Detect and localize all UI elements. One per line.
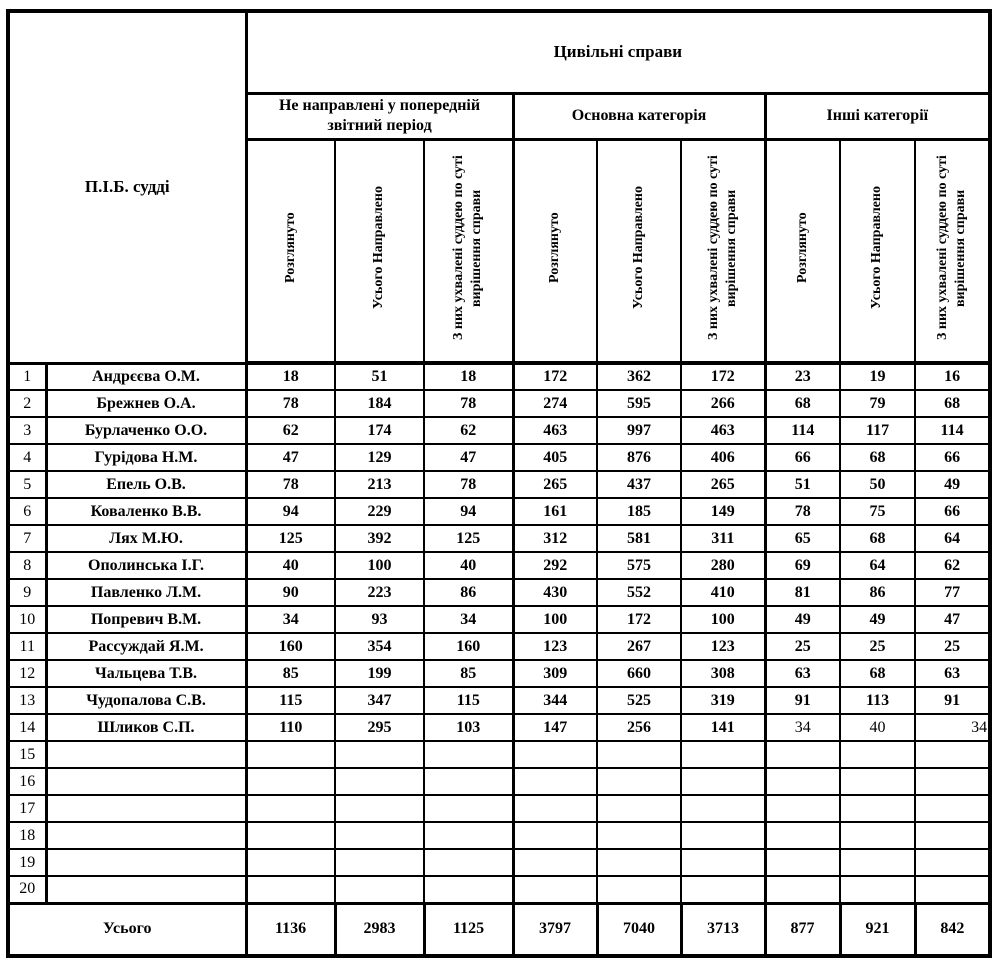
cell-decided-g1: 47 xyxy=(424,444,513,471)
table-row xyxy=(8,471,990,498)
cell-reviewed-g2: 430 xyxy=(513,579,597,606)
table-row xyxy=(8,525,990,552)
cell-decided-g2 xyxy=(681,795,765,822)
judge-name: Епель О.В. xyxy=(46,471,246,498)
row-number: 17 xyxy=(8,795,46,822)
cell-total-sent-g1 xyxy=(335,741,424,768)
cell-total-sent-g3: 49 xyxy=(840,606,915,633)
col-header-reviewed-g1-label: Розглянуто xyxy=(282,212,298,284)
judge-name xyxy=(46,849,246,876)
judge-name xyxy=(46,768,246,795)
table-row xyxy=(8,822,990,849)
col-header-total-sent-g1-label: Усього Направлено xyxy=(371,186,387,310)
group-header-main-category: Основна категорія xyxy=(513,93,765,139)
cell-total-sent-g1: 199 xyxy=(335,660,424,687)
cell-total-sent-g1: 223 xyxy=(335,579,424,606)
col-header-decided-on-merits-g1 xyxy=(424,139,513,363)
table-title-civil-cases: Цивільні справи xyxy=(246,11,990,93)
cell-reviewed-g1: 34 xyxy=(246,606,335,633)
cell-reviewed-g1: 62 xyxy=(246,417,335,444)
cell-decided-g1: 78 xyxy=(424,471,513,498)
cell-decided-g2: 311 xyxy=(681,525,765,552)
cell-decided-g3 xyxy=(915,741,990,768)
cell-reviewed-g3: 91 xyxy=(765,687,840,714)
cell-reviewed-g1: 85 xyxy=(246,660,335,687)
cell-decided-g1: 103 xyxy=(424,714,513,741)
cell-decided-g1: 94 xyxy=(424,498,513,525)
cell-reviewed-g2: 161 xyxy=(513,498,597,525)
cell-total-sent-g1 xyxy=(335,822,424,849)
cell-reviewed-g3 xyxy=(765,795,840,822)
table-row xyxy=(8,606,990,633)
table-row xyxy=(8,795,990,822)
cell-decided-g2 xyxy=(681,876,765,903)
cell-reviewed-g3: 68 xyxy=(765,390,840,417)
cell-reviewed-g1: 18 xyxy=(246,363,335,390)
cell-reviewed-g2 xyxy=(513,822,597,849)
cell-decided-g3: 64 xyxy=(915,525,990,552)
cell-decided-g3: 62 xyxy=(915,552,990,579)
judge-name: Рассуждай Я.М. xyxy=(46,633,246,660)
cell-reviewed-g3: 49 xyxy=(765,606,840,633)
cell-total-sent-g2 xyxy=(597,849,681,876)
judge-name xyxy=(46,741,246,768)
cell-decided-g2 xyxy=(681,768,765,795)
cell-reviewed-g2 xyxy=(513,876,597,903)
row-number: 18 xyxy=(8,822,46,849)
cell-decided-g3: 25 xyxy=(915,633,990,660)
cell-reviewed-g1: 125 xyxy=(246,525,335,552)
cell-reviewed-g1 xyxy=(246,822,335,849)
cell-decided-g1: 86 xyxy=(424,579,513,606)
judge-name xyxy=(46,822,246,849)
cell-reviewed-g1 xyxy=(246,876,335,903)
cell-reviewed-g3: 34 xyxy=(765,714,840,741)
cell-total-sent-g3: 25 xyxy=(840,633,915,660)
judge-name: Попревич В.М. xyxy=(46,606,246,633)
cell-total-sent-g1: 347 xyxy=(335,687,424,714)
cell-reviewed-g2 xyxy=(513,741,597,768)
total-reviewed-g2: 3797 xyxy=(513,903,597,956)
row-number: 8 xyxy=(8,552,46,579)
total-reviewed-g1: 1136 xyxy=(246,903,335,956)
cell-decided-g2 xyxy=(681,741,765,768)
total-sent-g1: 2983 xyxy=(335,903,424,956)
cell-total-sent-g1 xyxy=(335,876,424,903)
cell-total-sent-g3: 68 xyxy=(840,525,915,552)
judge-name: Андрєєва О.М. xyxy=(46,363,246,390)
cell-reviewed-g2: 147 xyxy=(513,714,597,741)
cell-reviewed-g3: 69 xyxy=(765,552,840,579)
judge-name xyxy=(46,795,246,822)
cell-reviewed-g3: 114 xyxy=(765,417,840,444)
cell-total-sent-g1: 213 xyxy=(335,471,424,498)
row-number: 12 xyxy=(8,660,46,687)
cell-decided-g1 xyxy=(424,876,513,903)
cell-reviewed-g1: 115 xyxy=(246,687,335,714)
cell-total-sent-g2 xyxy=(597,822,681,849)
col-header-decided-on-merits-g3 xyxy=(915,139,990,363)
cell-decided-g2: 463 xyxy=(681,417,765,444)
table-row xyxy=(8,849,990,876)
table-row xyxy=(8,363,990,390)
cell-decided-g1: 78 xyxy=(424,390,513,417)
group-header-other-categories: Інші категорії xyxy=(765,93,990,139)
judge-name: Брежнев О.А. xyxy=(46,390,246,417)
cell-total-sent-g3: 113 xyxy=(840,687,915,714)
cell-reviewed-g3 xyxy=(765,741,840,768)
cell-decided-g2 xyxy=(681,822,765,849)
cell-total-sent-g2: 660 xyxy=(597,660,681,687)
col-header-reviewed-g2 xyxy=(513,139,597,363)
cell-decided-g1: 62 xyxy=(424,417,513,444)
cell-reviewed-g2: 123 xyxy=(513,633,597,660)
col-header-reviewed-g2-label: Розглянуто xyxy=(547,212,563,284)
cell-total-sent-g2 xyxy=(597,768,681,795)
row-number: 4 xyxy=(8,444,46,471)
row-number: 6 xyxy=(8,498,46,525)
cell-decided-g2: 280 xyxy=(681,552,765,579)
cell-decided-g2: 410 xyxy=(681,579,765,606)
cell-total-sent-g3: 19 xyxy=(840,363,915,390)
cell-decided-g3: 49 xyxy=(915,471,990,498)
col-header-reviewed-g3-label: Розглянуто xyxy=(794,212,810,284)
row-number: 15 xyxy=(8,741,46,768)
judge-name: Чудопалова С.В. xyxy=(46,687,246,714)
row-number: 11 xyxy=(8,633,46,660)
cell-reviewed-g2: 309 xyxy=(513,660,597,687)
judge-name: Бурлаченко О.О. xyxy=(46,417,246,444)
col-header-total-sent-g1 xyxy=(335,139,424,363)
cell-decided-g3 xyxy=(915,876,990,903)
table-body xyxy=(8,363,990,903)
col-header-total-sent-g3 xyxy=(840,139,915,363)
cell-total-sent-g2 xyxy=(597,741,681,768)
cell-decided-g1 xyxy=(424,849,513,876)
cell-total-sent-g2: 876 xyxy=(597,444,681,471)
total-decided-g3: 842 xyxy=(915,903,990,956)
cell-reviewed-g3 xyxy=(765,768,840,795)
cell-total-sent-g1: 51 xyxy=(335,363,424,390)
total-sent-g2: 7040 xyxy=(597,903,681,956)
cell-reviewed-g2: 405 xyxy=(513,444,597,471)
cell-reviewed-g1: 78 xyxy=(246,471,335,498)
cell-total-sent-g3 xyxy=(840,849,915,876)
cell-total-sent-g3: 50 xyxy=(840,471,915,498)
cell-total-sent-g2: 581 xyxy=(597,525,681,552)
totals-row xyxy=(8,903,990,956)
table-row xyxy=(8,660,990,687)
judge-name xyxy=(46,876,246,903)
cell-total-sent-g2: 997 xyxy=(597,417,681,444)
cell-reviewed-g2 xyxy=(513,849,597,876)
cell-decided-g3: 91 xyxy=(915,687,990,714)
cell-total-sent-g2 xyxy=(597,876,681,903)
cell-decided-g3: 114 xyxy=(915,417,990,444)
cell-decided-g3 xyxy=(915,795,990,822)
cell-decided-g2 xyxy=(681,849,765,876)
corner-header-judge-name: П.І.Б. судді xyxy=(8,11,246,363)
cell-total-sent-g1: 295 xyxy=(335,714,424,741)
cell-decided-g1: 85 xyxy=(424,660,513,687)
cell-decided-g3: 63 xyxy=(915,660,990,687)
cell-reviewed-g3 xyxy=(765,822,840,849)
col-header-total-sent-g2 xyxy=(597,139,681,363)
cell-reviewed-g3: 63 xyxy=(765,660,840,687)
cell-reviewed-g2 xyxy=(513,795,597,822)
row-number: 2 xyxy=(8,390,46,417)
cell-total-sent-g1 xyxy=(335,768,424,795)
cell-reviewed-g1: 94 xyxy=(246,498,335,525)
col-header-decided-on-merits-g2-label: З них ухвалені суддею по суті вирішення справи xyxy=(705,155,739,341)
cell-total-sent-g2: 362 xyxy=(597,363,681,390)
cell-reviewed-g1 xyxy=(246,768,335,795)
cell-reviewed-g3: 81 xyxy=(765,579,840,606)
cell-total-sent-g3: 86 xyxy=(840,579,915,606)
cell-total-sent-g1 xyxy=(335,849,424,876)
table-header xyxy=(8,11,990,363)
table-row xyxy=(8,579,990,606)
cell-total-sent-g1: 174 xyxy=(335,417,424,444)
total-sent-g3: 921 xyxy=(840,903,915,956)
cell-decided-g2: 266 xyxy=(681,390,765,417)
table-row xyxy=(8,687,990,714)
cell-total-sent-g2: 552 xyxy=(597,579,681,606)
cell-total-sent-g2: 172 xyxy=(597,606,681,633)
cell-decided-g2: 100 xyxy=(681,606,765,633)
cell-total-sent-g2: 256 xyxy=(597,714,681,741)
table-row xyxy=(8,552,990,579)
cell-reviewed-g1: 47 xyxy=(246,444,335,471)
cell-total-sent-g3: 64 xyxy=(840,552,915,579)
cell-decided-g3 xyxy=(915,822,990,849)
cell-reviewed-g2: 100 xyxy=(513,606,597,633)
cell-total-sent-g3: 79 xyxy=(840,390,915,417)
cell-total-sent-g3: 68 xyxy=(840,660,915,687)
cell-reviewed-g1 xyxy=(246,795,335,822)
cell-decided-g2: 319 xyxy=(681,687,765,714)
cell-total-sent-g2: 525 xyxy=(597,687,681,714)
col-header-decided-on-merits-g3-label: З них ухвалені суддею по суті вирішення справи xyxy=(934,155,969,341)
cell-total-sent-g3 xyxy=(840,822,915,849)
cell-reviewed-g3: 25 xyxy=(765,633,840,660)
cell-total-sent-g2: 437 xyxy=(597,471,681,498)
cell-reviewed-g2: 292 xyxy=(513,552,597,579)
cell-decided-g1: 34 xyxy=(424,606,513,633)
cell-total-sent-g1: 354 xyxy=(335,633,424,660)
judge-name: Шликов С.П. xyxy=(46,714,246,741)
cell-decided-g3: 16 xyxy=(915,363,990,390)
cell-decided-g3: 34 xyxy=(915,714,990,741)
table-row xyxy=(8,633,990,660)
row-number: 16 xyxy=(8,768,46,795)
cell-reviewed-g2: 312 xyxy=(513,525,597,552)
judge-name: Лях М.Ю. xyxy=(46,525,246,552)
cell-total-sent-g1: 100 xyxy=(335,552,424,579)
total-decided-g1: 1125 xyxy=(424,903,513,956)
cell-decided-g1: 115 xyxy=(424,687,513,714)
cell-total-sent-g3 xyxy=(840,768,915,795)
cell-total-sent-g1: 229 xyxy=(335,498,424,525)
row-number: 19 xyxy=(8,849,46,876)
cell-decided-g1 xyxy=(424,795,513,822)
row-number: 10 xyxy=(8,606,46,633)
row-number: 5 xyxy=(8,471,46,498)
cell-total-sent-g1 xyxy=(335,795,424,822)
cell-total-sent-g3 xyxy=(840,795,915,822)
cell-total-sent-g2: 185 xyxy=(597,498,681,525)
cell-reviewed-g1: 40 xyxy=(246,552,335,579)
cell-decided-g1 xyxy=(424,822,513,849)
cell-decided-g1 xyxy=(424,768,513,795)
cell-reviewed-g2: 274 xyxy=(513,390,597,417)
row-number: 1 xyxy=(8,363,46,390)
table-row xyxy=(8,741,990,768)
table-row xyxy=(8,714,990,741)
cell-reviewed-g2: 172 xyxy=(513,363,597,390)
totals-label: Усього xyxy=(8,903,246,956)
cell-decided-g2: 141 xyxy=(681,714,765,741)
title-row xyxy=(8,11,990,93)
cell-reviewed-g1 xyxy=(246,741,335,768)
cell-decided-g1: 160 xyxy=(424,633,513,660)
table-row xyxy=(8,417,990,444)
col-header-reviewed-g1 xyxy=(246,139,335,363)
cell-total-sent-g3: 68 xyxy=(840,444,915,471)
cell-reviewed-g2: 463 xyxy=(513,417,597,444)
cell-reviewed-g3: 78 xyxy=(765,498,840,525)
table-row xyxy=(8,444,990,471)
total-reviewed-g3: 877 xyxy=(765,903,840,956)
judge-name: Павленко Л.М. xyxy=(46,579,246,606)
cell-total-sent-g2 xyxy=(597,795,681,822)
cell-decided-g2: 172 xyxy=(681,363,765,390)
cell-reviewed-g2 xyxy=(513,768,597,795)
cell-reviewed-g3: 66 xyxy=(765,444,840,471)
cell-decided-g3: 47 xyxy=(915,606,990,633)
judge-name: Чальцева Т.В. xyxy=(46,660,246,687)
cell-reviewed-g1: 160 xyxy=(246,633,335,660)
table-footer xyxy=(8,903,990,956)
judge-name: Коваленко В.В. xyxy=(46,498,246,525)
cell-reviewed-g3 xyxy=(765,876,840,903)
cell-decided-g2: 308 xyxy=(681,660,765,687)
cell-decided-g3: 77 xyxy=(915,579,990,606)
cell-total-sent-g3 xyxy=(840,876,915,903)
cell-decided-g2: 265 xyxy=(681,471,765,498)
row-number: 20 xyxy=(8,876,46,903)
judge-name: Гурідова Н.М. xyxy=(46,444,246,471)
table-row xyxy=(8,498,990,525)
cell-total-sent-g3 xyxy=(840,741,915,768)
cell-total-sent-g1: 129 xyxy=(335,444,424,471)
col-header-decided-on-merits-g1-label: З них ухвалені суддею по суті вирішення справи xyxy=(451,155,485,341)
cell-decided-g3: 66 xyxy=(915,498,990,525)
row-number: 7 xyxy=(8,525,46,552)
group-header-not-sent-previous-period: Не направлені у попередній звітний період xyxy=(246,93,513,139)
cell-decided-g2: 406 xyxy=(681,444,765,471)
cell-decided-g3 xyxy=(915,849,990,876)
cell-reviewed-g1: 110 xyxy=(246,714,335,741)
cell-decided-g2: 149 xyxy=(681,498,765,525)
cell-decided-g3 xyxy=(915,768,990,795)
table-row xyxy=(8,768,990,795)
cell-total-sent-g1: 392 xyxy=(335,525,424,552)
cell-decided-g2: 123 xyxy=(681,633,765,660)
col-header-total-sent-g2-label: Усього Направлено xyxy=(630,186,646,310)
cell-reviewed-g3: 51 xyxy=(765,471,840,498)
civil-cases-report-table xyxy=(6,9,992,958)
cell-reviewed-g1: 78 xyxy=(246,390,335,417)
cell-reviewed-g3 xyxy=(765,849,840,876)
judge-name: Ополинська І.Г. xyxy=(46,552,246,579)
cell-reviewed-g1: 90 xyxy=(246,579,335,606)
cell-decided-g1: 40 xyxy=(424,552,513,579)
col-header-reviewed-g3 xyxy=(765,139,840,363)
cell-decided-g3: 68 xyxy=(915,390,990,417)
cell-total-sent-g3: 75 xyxy=(840,498,915,525)
cell-total-sent-g2: 595 xyxy=(597,390,681,417)
cell-total-sent-g1: 93 xyxy=(335,606,424,633)
cell-decided-g1 xyxy=(424,741,513,768)
cell-total-sent-g3: 117 xyxy=(840,417,915,444)
row-number: 14 xyxy=(8,714,46,741)
cell-total-sent-g2: 267 xyxy=(597,633,681,660)
row-number: 3 xyxy=(8,417,46,444)
cell-total-sent-g1: 184 xyxy=(335,390,424,417)
col-header-decided-on-merits-g2 xyxy=(681,139,765,363)
cell-decided-g3: 66 xyxy=(915,444,990,471)
cell-decided-g1: 18 xyxy=(424,363,513,390)
cell-reviewed-g2: 344 xyxy=(513,687,597,714)
table-row xyxy=(8,390,990,417)
cell-reviewed-g1 xyxy=(246,849,335,876)
cell-reviewed-g3: 23 xyxy=(765,363,840,390)
row-number: 13 xyxy=(8,687,46,714)
cell-total-sent-g3: 40 xyxy=(840,714,915,741)
cell-total-sent-g2: 575 xyxy=(597,552,681,579)
cell-reviewed-g2: 265 xyxy=(513,471,597,498)
cell-decided-g1: 125 xyxy=(424,525,513,552)
total-decided-g2: 3713 xyxy=(681,903,765,956)
cell-reviewed-g3: 65 xyxy=(765,525,840,552)
col-header-total-sent-g3-label: Усього Направлено xyxy=(869,186,885,310)
table-row xyxy=(8,876,990,903)
row-number: 9 xyxy=(8,579,46,606)
